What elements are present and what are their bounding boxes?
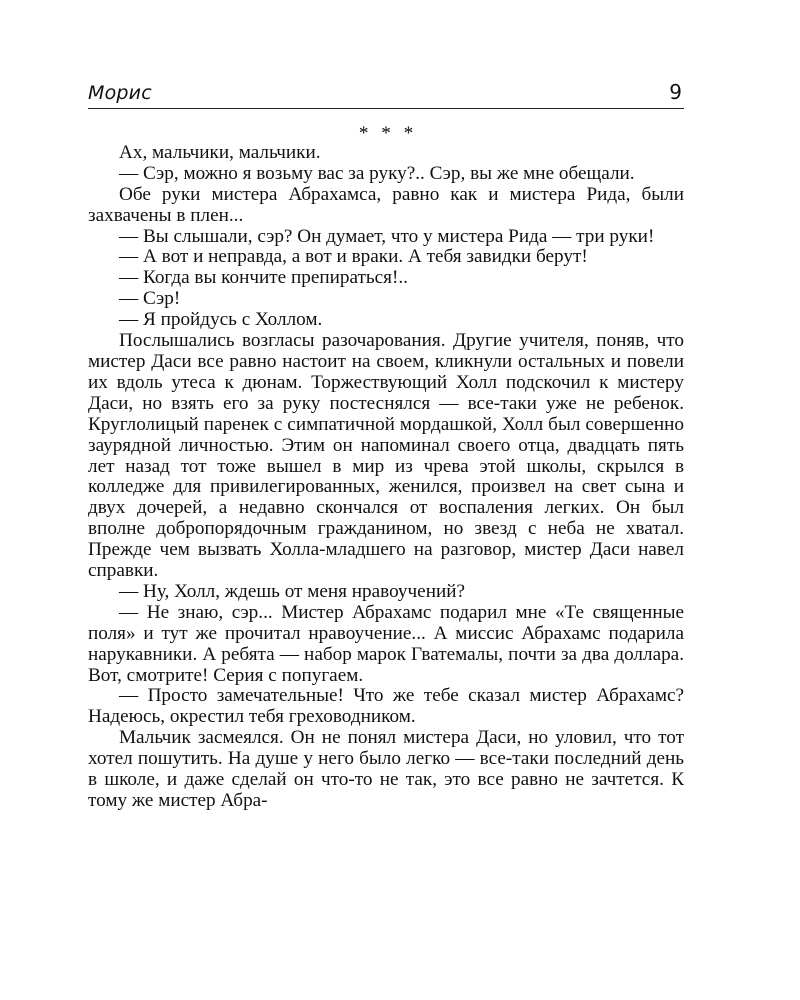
paragraph: Ах, мальчики, мальчики. bbox=[119, 141, 321, 163]
section-break bbox=[88, 122, 684, 143]
body-text bbox=[88, 122, 684, 812]
paragraph: — Сэр, можно я возьму вас за руку?.. Сэр, вы же мне обещали. bbox=[119, 162, 635, 184]
paragraph: Мальчик засмеялся. Он не понял мистера Даси, но уловил, что тот хотел пошутить. На душе у него было легко — все-таки последний день в школе, и даже сделай он что-то не так, это все равно не зачтется. К тому же мистер Абра- bbox=[88, 727, 684, 811]
paragraph: — Когда вы кончите препираться!.. bbox=[119, 267, 408, 289]
running-head bbox=[88, 80, 684, 108]
paragraph: — А вот и неправда, а вот и враки. А тебя завидки берут! bbox=[119, 246, 588, 268]
header-rule bbox=[88, 108, 684, 109]
paragraph: — Просто замечательные! Что же тебе сказал мистер Абрахамс? Надеюсь, окрестил тебя греховодником. bbox=[88, 685, 684, 728]
paragraph: Обе руки мистера Абрахамса, равно как и мистера Рида, были захвачены в плен... bbox=[88, 183, 684, 226]
paragraph: — Сэр! bbox=[119, 288, 181, 310]
paragraph: — Вы слышали, сэр? Он думает, что у мистера Рида — три руки! bbox=[119, 225, 655, 247]
paragraph: — Не знаю, сэр... Мистер Абрахамс подарил мне «Те священные поля» и тут же прочитал нравоучение... А миссис Абрахамс подарила нарукавники. А ребята — набор марок Гватемалы, почти за два доллара. Вот, смотрите! Серия с попугаем. bbox=[88, 601, 684, 686]
paragraph: — Ну, Холл, ждешь от меня нравоучений? bbox=[119, 580, 466, 602]
paragraph: — Я пройдусь с Холлом. bbox=[119, 309, 323, 331]
section-break-stars: * * * bbox=[358, 123, 418, 144]
running-title: Морис bbox=[88, 82, 152, 104]
paragraph: Послышались возгласы разочарования. Другие учителя, поняв, что мистер Даси все равно настоит на своем, кликнули остальных и повели их вдоль утеса к дюнам. Торжествующий Холл подскочил к мистеру Даси, но взять его за руку постеснялся — все-таки уже не ребенок. Круглолицый паренек с симпатичной мордашкой, Холл был совершенно заурядной личностью. Этим он напоминал своего отца, двадцать пять лет назад тот тоже вышел в мир из чрева этой школы, скрылся в колледже для привилегированных, женился, произвел на свет сына и двух дочерей, а недавно скончался от воспаления легких. Он был вполне добропорядочным гражданином, но звезд с неба не хватал. Прежде чем вызвать Холла-младшего на разговор, мистер Даси навел справки. bbox=[88, 330, 684, 582]
page-number: 9 bbox=[669, 80, 682, 104]
